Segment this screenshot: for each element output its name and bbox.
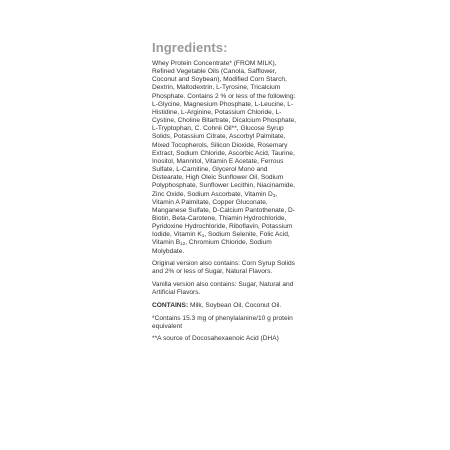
allergen-statement xyxy=(152,302,300,310)
ingredients-text-part: Whey Protein Concentrate* (FROM MILK), Refined Vegetable Oils (Canola, Safflower, Coconut and Soybean), Modified Corn Starch, Dextrin, Maltodextrin, L-Tyrosine, Tricalcium Phosphate. Contains 2 % or less of the following: L-Glycine, Magnesium Phosphate, L-Leucine, L-Histidine, L-Arginine, Potassium Chloride, L-Cystine, Choline Bitartrate, Dicalcium Phosphate, L-Tryptophan, C. Cohnii Oil**, Glucose Syrup Solids, Potassium Citrate, Ascorbyl Palmitate, Mixed Tocopherols, Silicon Dioxide, Rosemary Extract, Sodium Chloride, Ascorbic Acid, Taurine, Inositol, Mannitol, Vitamin E Acetate, Ferrous Sulfate, L-Carnitine, Glycerol Mono and Distearate, High Oleic Sunflower Oil, Sodium Polyphosphate, Sunflower Lecithin, Niacinamide, Zinc Oxide, Sodium Ascorbate, Vitamin D xyxy=(152,60,297,198)
vitamin-b-subscript: 12 xyxy=(180,241,186,247)
dha-footnote: **A source of Docosahexaenoic Acid (DHA) xyxy=(152,335,279,343)
ingredients-text-part: , Vitamin A Palmitate, Copper Gluconate, Manganese Sulfate, D-Calcium Pantothenate, D-Biotin, Beta-Carotene, Thiamin Hydrochloride, Pyridoxine Hydrochloride, Riboflavin, Potassium Iodide, Vitamin K xyxy=(152,190,295,239)
vitamin-d-subscript: 3 xyxy=(272,192,276,198)
phenylalanine-footnote: *Contains 15.3 mg of phenylalanine/10 g protein equivalent xyxy=(152,314,293,330)
contains-label: CONTAINS: xyxy=(152,301,189,309)
contains-text: Milk, Soybean Oil, Coconut Oil. xyxy=(188,301,282,309)
ingredients-heading: Ingredients: xyxy=(152,40,228,55)
vitamin-k-subscript: 1 xyxy=(201,233,205,239)
ingredients-panel xyxy=(152,40,300,348)
vanilla-version-note: Vanilla version also contains: Sugar, Natural and Artificial Flavors. xyxy=(152,281,294,297)
ingredients-text-part: , Chromium Chloride, Sodium Molybdate. xyxy=(152,239,272,255)
original-version-note: Original version also contains: Corn Syrup Solids and 2% or less of Sugar, Natural Flavors. xyxy=(152,260,295,276)
ingredients-text-part: , Sodium Selenite, Folic Acid, Vitamin B xyxy=(152,231,290,247)
ingredients-list xyxy=(152,60,300,256)
